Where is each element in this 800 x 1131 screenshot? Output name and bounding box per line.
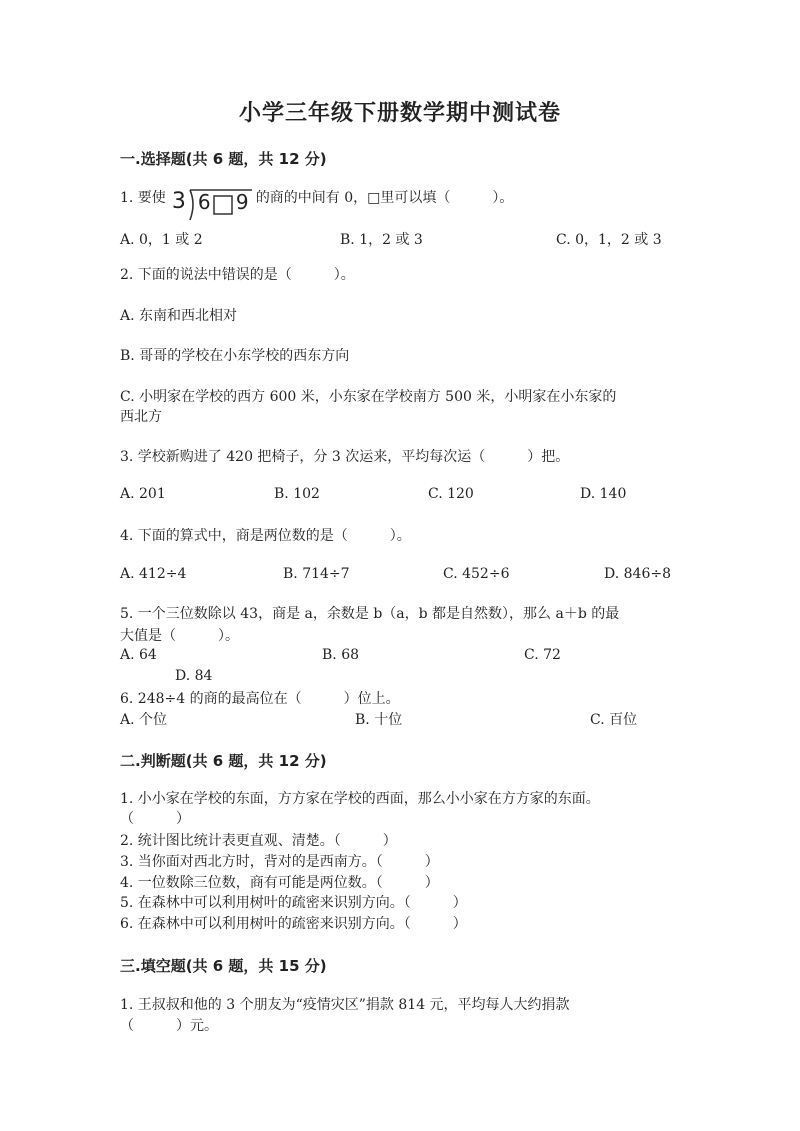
q2-option-b: B. 哥哥的学校在小东学校的西东方向 <box>120 348 350 364</box>
q5-option-a: A. 64 <box>120 647 157 663</box>
q4-option-d: D. 846÷8 <box>604 566 671 582</box>
fill-item-1-line1: 1. 王叔叔和他的 3 个朋友为“疫情灾区”捐款 814 元，平均每人大约捐款 <box>120 997 570 1013</box>
q2-option-c-line2: 西北方 <box>120 409 162 425</box>
section-heading-choice: 一.选择题(共 6 题，共 12 分) <box>120 150 327 168</box>
q3-option-b: B. 102 <box>274 486 320 502</box>
judge-item-3: 3. 当你面对西北方时，背对的是西南方。（ ） <box>120 854 439 870</box>
question-3-stem: 3. 学校新购进了 420 把椅子，分 3 次运来，平均每次运（ ）把。 <box>120 449 570 465</box>
question-6-stem: 6. 248÷4 的商的最高位在（ ）位上。 <box>120 691 400 707</box>
q3-option-c: C. 120 <box>428 486 474 502</box>
q4-option-a: A. 412÷4 <box>120 566 187 582</box>
q4-option-b: B. 714÷7 <box>283 566 350 582</box>
q5-option-b: B. 68 <box>322 647 360 663</box>
q2-option-c-line1: C. 小明家在学校的西方 600 米，小东家在学校南方 500 米，小明家在小东家的 <box>120 389 617 405</box>
q1-option-b: B. 1，2 或 3 <box>340 232 423 248</box>
q6-option-b: B. 十位 <box>355 712 403 728</box>
question-5-stem-line1: 5. 一个三位数除以 43，商是 a，余数是 b（a，b 都是自然数），那么 a＋b 的最 <box>120 606 620 622</box>
judge-item-1-line1: 1. 小小家在学校的东面，方方家在学校的西面，那么小小家在方方家的东面。 <box>120 791 600 807</box>
q6-option-a: A. 个位 <box>120 712 168 728</box>
question-1-prefix: 1. 要使 <box>120 190 166 206</box>
question-4-stem: 4. 下面的算式中，商是两位数的是（ ）。 <box>120 528 411 544</box>
dividend-digit-1: 6 <box>197 190 211 214</box>
dividend-digit-3: 9 <box>235 190 249 214</box>
q1-option-a: A. 0，1 或 2 <box>120 232 203 248</box>
question-2-stem: 2. 下面的说法中错误的是（ ）。 <box>120 267 355 283</box>
judge-item-2: 2. 统计图比统计表更直观、清楚。（ ） <box>120 833 397 849</box>
judge-item-5: 5. 在森林中可以利用树叶的疏密来识别方向。（ ） <box>120 895 467 911</box>
q2-option-a: A. 东南和西北相对 <box>120 308 238 324</box>
judge-item-1-line2: （ ） <box>120 811 190 827</box>
q5-option-c: C. 72 <box>524 647 561 663</box>
question-1-suffix: 的商的中间有 0，□里可以填（ ）。 <box>255 190 514 206</box>
judge-item-4: 4. 一位数除三位数，商有可能是两位数。（ ） <box>120 875 439 891</box>
question-5-stem-line2: 大值是（ ）。 <box>120 628 239 644</box>
q4-option-c: C. 452÷6 <box>443 566 510 582</box>
q3-option-a: A. 201 <box>120 486 166 502</box>
q3-option-d: D. 140 <box>580 486 627 502</box>
section-heading-judgment: 二.判断题(共 6 题，共 12 分) <box>120 752 327 770</box>
question-1 <box>120 188 513 228</box>
divisor: 3 <box>171 189 186 214</box>
fill-item-1-line2: （ ）元。 <box>120 1018 218 1034</box>
judge-item-6: 6. 在森林中可以利用树叶的疏密来识别方向。（ ） <box>120 916 467 932</box>
q1-option-c: C. 0，1，2 或 3 <box>556 232 662 248</box>
q5-option-d: D. 84 <box>175 668 213 684</box>
long-division-figure <box>168 186 254 224</box>
q6-option-c: C. 百位 <box>590 712 638 728</box>
page-title: 小学三年级下册数学期中测试卷 <box>238 101 561 126</box>
section-heading-fill: 三.填空题(共 6 题，共 15 分) <box>120 957 327 975</box>
